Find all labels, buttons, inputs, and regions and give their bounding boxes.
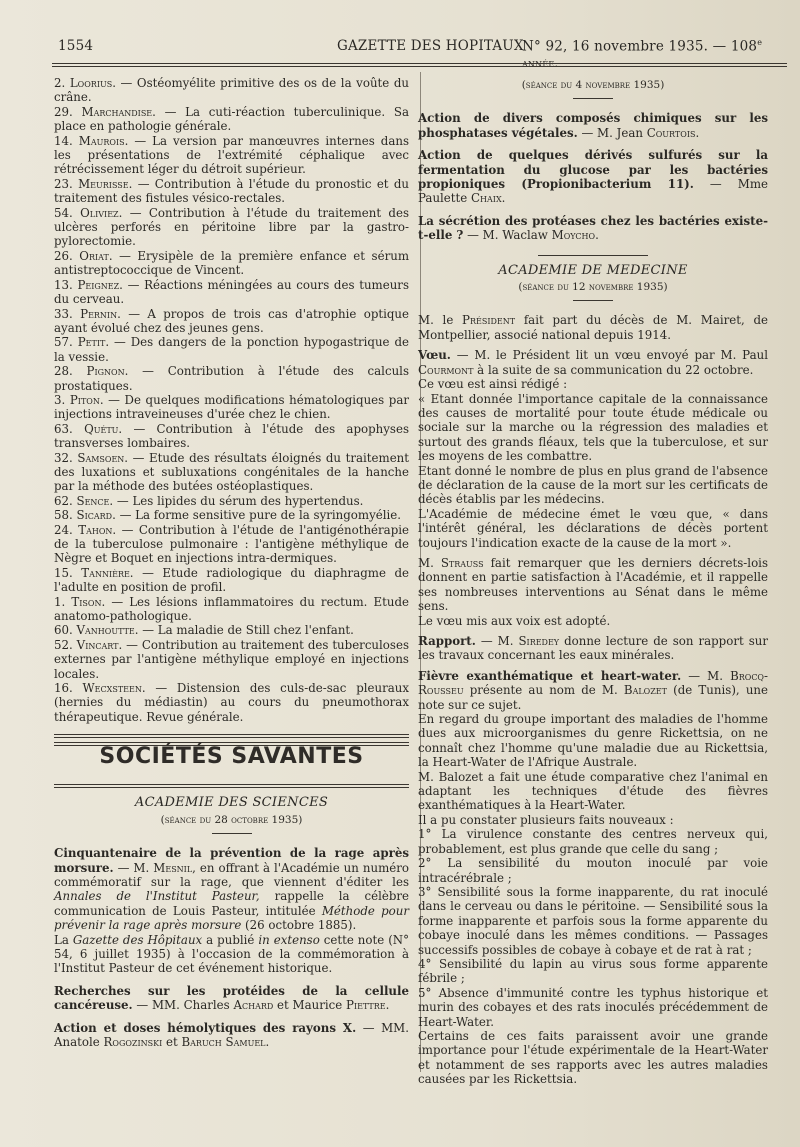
thesis-author: Tison. (71, 594, 106, 609)
thesis-title: — Contribution au traitement des tuberculoses externes par l'antigène méthylique employé en injections locales. (54, 637, 409, 681)
paragraph-gazette (54, 933, 409, 976)
section-double-rule (54, 784, 409, 788)
thesis-author: Loorius. (69, 76, 116, 90)
author-name: Moycho (551, 228, 596, 243)
paragraph: 3° Sensibilité sous la forme inapparente, du rat inoculé dans le cerveau ou dans le péritoine. — Sensibilité sous la forme inapparente et parfois sous la forme apparente du cobaye inoculé dans les mêmes conditions. — Passages successifs possibles de cobaye à cobaye et de rat à rat ; (418, 884, 768, 957)
section-rule (538, 255, 648, 256)
left-column (54, 76, 409, 1049)
text-span: (de Tunis), une note sur ce sujet. (418, 683, 768, 712)
thesis-author: Pignon. (86, 364, 129, 379)
author-name: Strauss (440, 555, 484, 570)
thesis-title: — Des dangers de la ponction hypogastrique de la vessie. (54, 335, 410, 364)
paragraph: Etant donné le nombre de plus en plus grand de l'absence de déclaration de la cause de la mort sur les certificats de décès établis par les médecins. (418, 463, 768, 507)
thesis-number: 16. (54, 681, 73, 696)
thesis-author: Vanhoutte. (76, 623, 139, 638)
thesis-author: Petit. (77, 335, 110, 350)
text-span: — M. (475, 634, 519, 648)
thesis-list (54, 76, 409, 724)
short-rule (573, 98, 613, 99)
paragraph-voeu (418, 348, 768, 377)
paragraph: 1° La virulence constante des centres nerveux qui, probablement, est plus grande que celle du sang ; (418, 827, 768, 856)
thesis-author: Sence. (76, 493, 114, 508)
page-number: 1554 (58, 38, 94, 54)
paragraph-proteides (54, 984, 409, 1013)
paragraph-rayons-x (54, 1021, 409, 1050)
thesis-author: Tahon. (78, 522, 117, 537)
thesis-title: — La cuti-réaction tuberculinique. Sa place en pathologie générale. (54, 104, 410, 134)
thesis-number: 32. (54, 450, 73, 465)
paragraph-strauss (418, 556, 768, 614)
thesis-item (54, 335, 409, 364)
paragraph: M. Balozet a fait une étude comparative chez l'animal en adaptant les techniques d'étude des fièvres exanthématiques à la Heart-Water. (418, 769, 768, 813)
thesis-author: Piton. (69, 392, 104, 407)
issue-year-word: année. (522, 55, 559, 70)
thesis-item (54, 681, 409, 724)
thesis-item (54, 638, 409, 681)
thesis-number: 57. (54, 335, 73, 350)
thesis-title: — Erysipèle de la première enfance et sérum antistreptococcique de Vincent. (54, 248, 410, 278)
thesis-title: — De quelques modifications hématologiques par injections intraveineuses d'urée chez le chien. (54, 392, 410, 422)
rage-title: Cinquantenaire de la prévention de la rage après morsure. (54, 846, 409, 875)
journal-title: GAZETTE DES HOPITAUX (337, 38, 524, 54)
paragraph-rage (54, 846, 409, 932)
thesis-author: Pernin. (80, 306, 121, 321)
thesis-item (54, 206, 409, 249)
thesis-title: — Ostéomyélite primitive des os de la voûte du crâne. (54, 76, 409, 105)
thesis-number: 26. (54, 248, 73, 263)
thesis-item (54, 393, 409, 422)
rayons-title: Action et doses hémolytiques des rayons X. (54, 1020, 357, 1035)
thesis-item (54, 134, 409, 177)
thesis-number: 58. (54, 508, 73, 523)
text-span: . (501, 191, 506, 206)
thesis-number: 28. (54, 364, 73, 379)
header-rule (52, 63, 787, 64)
rapport-title: Rapport. (418, 634, 476, 648)
text-span: présente au nom de M. (463, 683, 624, 698)
text-span: M. (418, 555, 441, 570)
author-name: Siredey (518, 634, 560, 648)
text-span: à la suite de sa communication du 22 octobre. (473, 362, 754, 377)
short-rule (212, 833, 252, 834)
thesis-title: — Contribution à l'étude du pronostic et du traitement des fistules vésico-rectales. (54, 176, 410, 206)
paragraph: 2° La sensibilité du mouton inoculé par voie intracérébrale ; (418, 856, 768, 885)
italic-span: Méthode pour prévenir la rage après morsure (54, 903, 409, 933)
thesis-item (54, 278, 409, 307)
text-span: — MM. Charles (132, 998, 234, 1013)
fermentation-title: Action de quelques dérivés sulfurés sur la fermentation du glucose par les bactéries propioniques (Propionibacterium 11). (418, 148, 768, 192)
thesis-title: — A propos de trois cas d'atrophie optique ayant évolué chez des jeunes gens. (54, 306, 410, 335)
thesis-number: 54. (54, 205, 73, 220)
thesis-number: 63. (54, 421, 73, 436)
thesis-item (54, 422, 409, 451)
thesis-title: — Réactions méningées au cours des tumeurs du cerveau. (54, 277, 410, 307)
author-name: Courmont (418, 362, 474, 377)
text-span: . (265, 1034, 270, 1049)
thesis-item (54, 76, 409, 105)
paragraph: En regard du groupe important des maladies de l'homme dues aux microorganismes du genre Rickettsia, on ne connaît chez l'homme qu'une maladie due au Rickettsia, la Heart-Water de l'Afrique Australe. (418, 712, 768, 770)
voeu-title: Vœu. (418, 348, 451, 363)
paragraph: Le vœu mis aux voix est adopté. (418, 613, 611, 628)
right-column (418, 76, 768, 1087)
thesis-title: — Les lésions inflammatoires du rectum. Etude anatomo-pathologique. (54, 594, 410, 624)
issue-sup: e (757, 38, 763, 47)
thesis-title: — La maladie de Still chez l'enfant. (142, 623, 354, 638)
text-span: cette note (N° 54, 6 juillet 1935) à l'occasion de la commémoration à l'Institut Pasteur de cet événement historique. (54, 932, 410, 976)
thesis-author: Samsoen. (77, 450, 129, 465)
text-span: fait remarquer que les derniers décrets-lois donnent en partie satisfaction à l'Académie, et il rappelle ses nombreuses interventions au Sénat dans le même sens. (418, 555, 768, 614)
thesis-number: 24. (54, 522, 73, 537)
thesis-item (54, 177, 409, 206)
thesis-item (54, 307, 409, 336)
issue-text: N° 92, 16 novembre 1935. — 108 (522, 38, 758, 55)
paragraph-deces (418, 313, 768, 342)
text-span: . (385, 998, 390, 1013)
thesis-number: 52. (54, 637, 73, 652)
text-span: M. le (418, 313, 463, 328)
paragraph: 5° Absence d'immunité contre les typhus historique et murin des cobayes et des rats inoculés précédemment de Heart-Water. (418, 985, 768, 1029)
text-span: et Maurice (273, 998, 346, 1013)
thesis-title: — Contribution à l'étude des calculs prostatiques. (54, 364, 409, 393)
author-name: Achard (233, 998, 274, 1013)
italic-span: in extenso (258, 932, 320, 947)
thesis-title: — Contribution à l'étude du traitement des ulcères perforés en péritoine libre par la gastro-pylorectomie. (54, 205, 410, 249)
paragraph-rapport (418, 634, 768, 663)
section-double-rule (54, 734, 409, 738)
text-span: — Mme Paulette (418, 177, 768, 206)
thesis-item (54, 364, 409, 393)
thesis-title: — Contribution à l'étude des apophyses transverses lombaires. (54, 421, 410, 451)
paragraph-fermentation (418, 148, 768, 206)
thesis-item (54, 523, 409, 566)
text-span: — M. Jean (577, 125, 647, 140)
author-name: Balozet (623, 683, 667, 698)
text-span: — M. le Président lit un vœu envoyé par M. Paul (450, 348, 768, 363)
thesis-author: Tannière. (81, 565, 134, 580)
thesis-author: Marchandise. (81, 104, 156, 119)
thesis-number: 14. (54, 133, 73, 148)
text-span: — M. (113, 860, 154, 875)
author-name: Courtois (646, 125, 696, 140)
text-span: , en offrant à l'Académie un numéro commémoratif sur la rage, que viennent d'éditer les (54, 860, 409, 889)
thesis-title: — La version par manœuvres internes dans les présentations de l'extrémité céphalique avec rétrécissement léger du détroit supérieur. (54, 133, 410, 177)
thesis-author: Vincart. (76, 637, 123, 652)
thesis-author: Oriat. (79, 248, 113, 263)
author-name: Président (462, 313, 516, 328)
paragraph: 4° Sensibilité du lapin au virus sous forme apparente fébrile ; (418, 956, 768, 986)
thesis-number: 62. (54, 493, 73, 508)
thesis-number: 29. (54, 104, 73, 119)
phosphatases-title: Action de divers composés chimiques sur les phosphatases végétales. (418, 111, 768, 140)
author-name: Baruch Samuel (181, 1034, 266, 1049)
academie-medecine-heading: ACADEMIE DE MEDECINE (498, 262, 688, 278)
thesis-number: 1. (54, 594, 66, 609)
page-header (52, 36, 772, 70)
thesis-number: 3. (54, 392, 66, 407)
italic-span: Gazette des Hôpitaux (72, 932, 203, 947)
thesis-number: 60. (54, 623, 73, 638)
thesis-title: — La forme sensitive pure de la syringomyélie. (119, 508, 402, 523)
text-span: et (162, 1034, 182, 1049)
thesis-item (54, 451, 409, 494)
thesis-author: Peignez. (77, 277, 123, 292)
thesis-number: 2. (54, 76, 66, 90)
text-span: fait part du décès de M. Mairet, de Montpellier, associé national depuis 1914. (418, 313, 768, 342)
paragraph-proteases (418, 214, 768, 243)
thesis-author: Quétu. (84, 421, 123, 436)
academie-sciences-heading: ACADEMIE DES SCIENCES (134, 795, 329, 811)
thesis-title: — Contribution à l'étude de l'antigénothérapie de la tuberculose pulmonaire : l'antigène méthylique de Nègre et Boquet en injections intra-dermiques. (54, 522, 410, 566)
thesis-item (54, 623, 409, 637)
thesis-author: Wecxsteen. (82, 681, 146, 696)
author-name: Mesnil (153, 860, 193, 875)
thesis-item (54, 508, 409, 522)
text-span: (26 octobre 1885). (241, 918, 357, 933)
thesis-number: 33. (54, 306, 73, 321)
thesis-title: — Les lipides du sérum des hypertendus. (116, 493, 364, 508)
thesis-title: — Distension des culs-de-sac pleuraux (hernies du médiastin) au cours du pneumothorax thérapeutique. Revue générale. (54, 681, 410, 724)
text-span: donne lecture de son rapport sur les travaux concernant les eaux minérales. (418, 634, 768, 663)
seance-date-top: (séance du 4 novembre 1935) (521, 79, 665, 91)
author-name: Chaix (471, 191, 502, 206)
paragraph-fievre (418, 669, 768, 712)
societes-savantes-title: SOCIÉTÉS SAVANTES (99, 744, 364, 770)
thesis-author: Sicard. (76, 508, 116, 523)
seance-date-2: (séance du 12 novembre 1935) (518, 281, 668, 294)
text-span: La (54, 932, 73, 947)
fievre-title: Fièvre exanthématique et heart-water. (418, 668, 682, 683)
text-span: a publié (202, 932, 259, 947)
thesis-number: 15. (54, 565, 73, 580)
thesis-author: Meurisse. (78, 176, 133, 191)
thesis-item (54, 494, 409, 508)
header-rule-thin (52, 66, 787, 67)
text-span: — MM. Anatole (54, 1020, 409, 1049)
thesis-author: Oliviez. (80, 205, 123, 220)
text-span: . (695, 125, 700, 140)
proteases-title: La sécrétion des protéases chez les bactéries existe-t-elle ? (418, 213, 768, 243)
thesis-number: 13. (54, 277, 73, 292)
paragraph: Il a pu constater plusieurs faits nouveaux : (418, 812, 674, 827)
text-span: — M. Waclaw (463, 228, 552, 243)
thesis-item (54, 566, 409, 595)
text-span: — M. (681, 668, 731, 683)
author-name: Rogozinski (103, 1034, 163, 1049)
paragraph: « Etant donnée l'importance capitale de la connaissance des causes de mortalité pour toute étude médicale ou sociale sur la marche ou la régression des maladies et surtout des grands fléaux, tels que la tuberculose, et sur les moyens de les combattre. (418, 391, 768, 464)
thesis-author: Maurois. (78, 133, 129, 148)
thesis-title: — Etude radiologique du diaphragme de l'adulte en position de profil. (54, 565, 410, 595)
thesis-item (54, 105, 409, 134)
short-rule (573, 300, 613, 301)
italic-span: Annales de l'Institut Pasteur, (54, 889, 260, 904)
paragraph: Certains de ces faits paraissent avoir une grande importance pour l'étude expérimentale de la Heart-Water et notamment de ses rapports avec les autres maladies causées par les Rickettsia. (418, 1028, 768, 1087)
thesis-title: — Etude des résultats éloignés du traitement des luxations et subluxations congénitales de la hanche par la méthode des butées ostéoplastiques. (54, 450, 410, 494)
author-name: Piettre (346, 998, 386, 1013)
text-span: rappelle la célèbre communication de Louis Pasteur, intitulée (54, 889, 409, 918)
proteides-title: Recherches sur les protéides de la cellule cancéreuse. (54, 983, 409, 1013)
paragraph-phosphatases (418, 111, 768, 140)
text-span: . (595, 228, 599, 243)
thesis-number: 23. (54, 176, 73, 191)
thesis-item (54, 595, 409, 624)
thesis-item (54, 249, 409, 278)
paragraph: L'Académie de médecine émet le vœu que, « dans l'intérêt général, les déclarations de décès portent toujours l'indication exacte de la cause de la mort ». (418, 506, 768, 550)
paragraph: Ce vœu est ainsi rédigé : (418, 377, 568, 392)
seance-date: (séance du 28 octobre 1935) (160, 813, 303, 826)
author-name: Brocq-Rousseu (418, 668, 768, 698)
